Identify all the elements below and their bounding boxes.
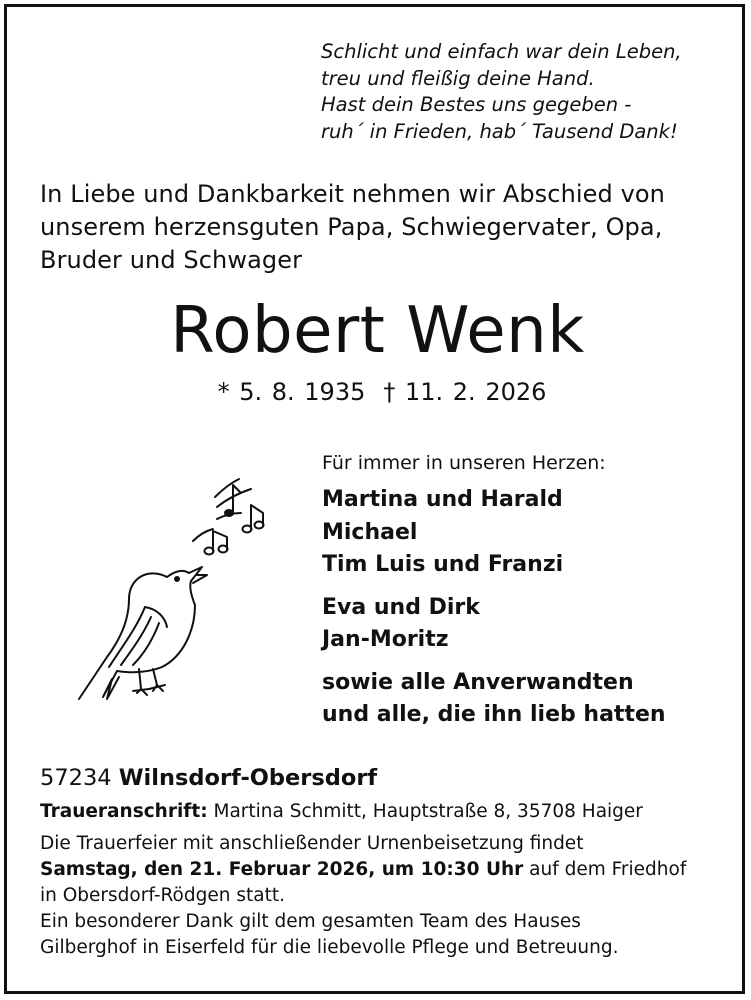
address-value: Martina Schmitt, Hauptstraße 8, 35708 Haiger	[213, 801, 643, 822]
mourners-heading: Für immer in unseren Herzen:	[322, 452, 606, 474]
mourner-group	[322, 592, 742, 657]
mourner-name: Eva und Dirk	[322, 594, 480, 620]
address-label: Traueranschrift:	[40, 801, 208, 822]
mourner-name: sowie alle Anverwandten	[322, 669, 634, 695]
ceremony-date-line	[40, 857, 730, 883]
location-town: Wilnsdorf-Obersdorf	[118, 765, 378, 791]
ceremony-date: Samstag, den 21. Februar 2026, um 10:30 Uhr	[40, 859, 524, 880]
location	[40, 763, 377, 793]
farewell-line: Bruder und Schwager	[40, 246, 303, 274]
ceremony-line: in Obersdorf-Rödgen statt.	[40, 885, 285, 906]
birth-date: * 5. 8. 1935	[217, 378, 366, 406]
location-zip: 57234	[40, 765, 112, 791]
deceased-name: Robert Wenk	[170, 294, 585, 368]
poem-line: Schlicht und einfach war dein Leben,	[321, 40, 682, 63]
poem-line: Hast dein Bestes uns gegeben -	[321, 93, 632, 116]
death-date: † 11. 2. 2026	[383, 378, 547, 406]
life-dates	[7, 377, 751, 407]
farewell-text	[40, 178, 720, 277]
mourner-name: Jan-Moritz	[322, 627, 449, 652]
mourning-address	[40, 799, 730, 825]
thanks-line: Ein besonderer Dank gilt dem gesamten Team des Hauses	[40, 911, 581, 932]
ceremony-line: Die Trauerfeier mit anschließender Urnenbeisetzung findet	[40, 833, 584, 854]
thanks-line: Gilberghof in Eiserfeld für die liebevolle Pflege und Betreuung.	[40, 937, 619, 958]
poem	[321, 39, 741, 145]
ceremony-info	[40, 799, 730, 961]
mourner-group	[322, 484, 742, 582]
mourners-list	[322, 484, 742, 742]
farewell-line: unserem herzensguten Papa, Schwiegervater, Opa,	[40, 213, 663, 241]
poem-line: treu und fleißig deine Hand.	[321, 66, 595, 90]
mourner-name: Michael	[322, 519, 418, 545]
ceremony-place: auf dem Friedhof	[523, 859, 687, 880]
obituary-notice	[4, 4, 745, 994]
mourner-group	[322, 667, 742, 732]
singing-bird-icon	[67, 467, 297, 707]
poem-line: ruh´ in Frieden, hab´ Tausend Dank!	[321, 119, 678, 143]
mourner-name: Tim Luis und Franzi	[322, 552, 564, 577]
mourner-name: und alle, die ihn lieb hatten	[322, 702, 666, 727]
farewell-line: In Liebe und Dankbarkeit nehmen wir Abschied von	[40, 180, 665, 208]
mourner-name: Martina und Harald	[322, 487, 563, 512]
